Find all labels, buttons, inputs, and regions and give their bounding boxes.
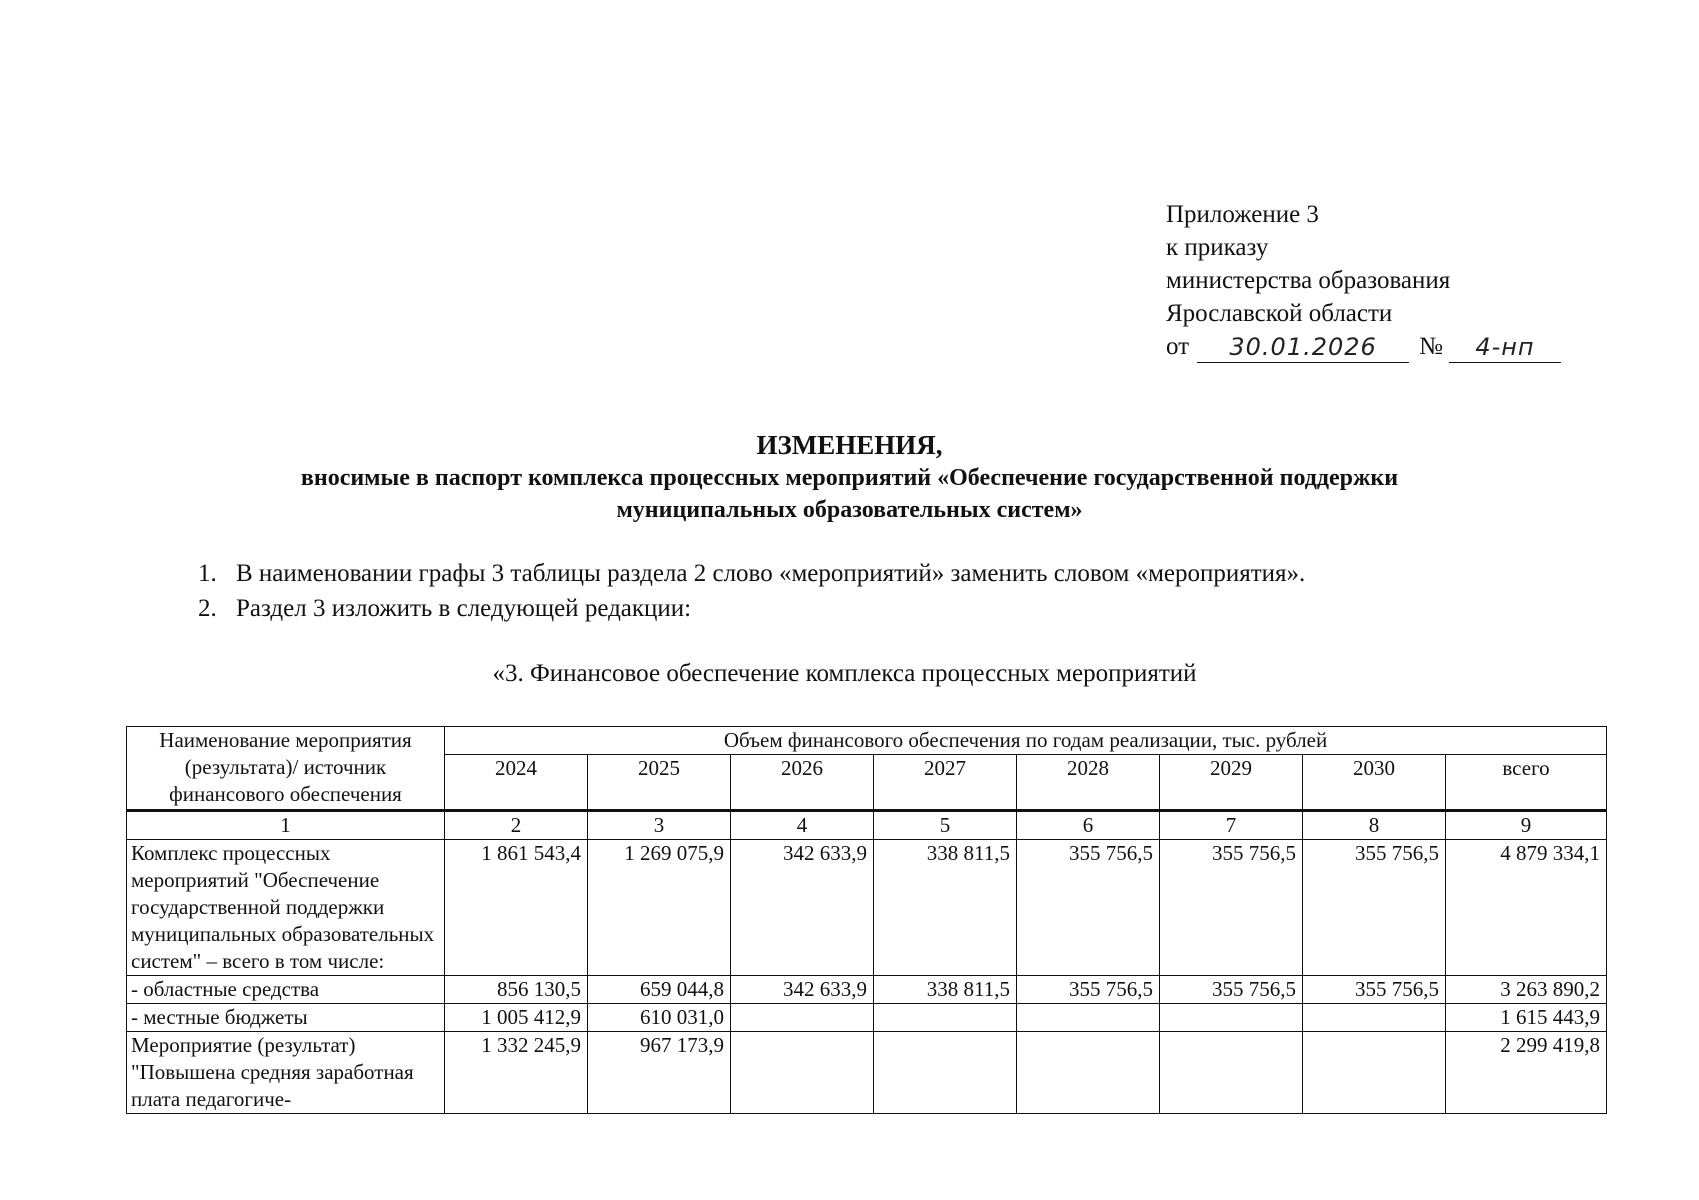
table-cell (1160, 1004, 1303, 1032)
table-cell: 4 (731, 811, 874, 840)
table-cell: 856 130,5 (445, 976, 588, 1004)
order-date-number-line (1166, 330, 1561, 363)
row-name: - местные бюджеты (127, 1004, 445, 1032)
table-cell: 3 263 890,2 (1446, 976, 1607, 1004)
section-title (0, 658, 1699, 690)
row-name: Мероприятие (результат) "Повышена средняя заработная плата педагогиче- (127, 1032, 445, 1114)
table-cell: 355 756,5 (1303, 840, 1446, 976)
table-cell: 1 (127, 811, 445, 840)
table-cell: 342 633,9 (731, 840, 874, 976)
table-cell: 1 005 412,9 (445, 1004, 588, 1032)
table-cell: 1 615 443,9 (1446, 1004, 1607, 1032)
column-header-year: 2024 (445, 755, 588, 811)
column-header-year: 2026 (731, 755, 874, 811)
row-name: Комплекс процессных мероприятий "Обеспечение государственной поддержки муниципальных образовательных систем" – всего в том числе: (127, 840, 445, 976)
table-cell: 338 811,5 (874, 976, 1017, 1004)
heading-title: ИЗМЕНЕНИЯ, (756, 430, 943, 460)
column-header-year: 2027 (874, 755, 1017, 811)
table-cell: 967 173,9 (588, 1032, 731, 1114)
table-cell: 659 044,8 (588, 976, 731, 1004)
column-index-row (127, 811, 1607, 840)
document-heading (0, 428, 1699, 526)
column-header-total: всего (1446, 755, 1607, 811)
handwritten-date: 30.01.2026 (1197, 332, 1409, 363)
item-text: В наименовании графы 3 таблицы раздела 2 слово «мероприятий» заменить словом «мероприятия». (236, 560, 1306, 587)
date-prefix: от (1166, 333, 1190, 360)
financing-table (126, 726, 1607, 1114)
row-name: - областные средства (127, 976, 445, 1004)
table-cell (1303, 1032, 1446, 1114)
item-number: 1. (198, 560, 217, 587)
table-row (127, 1004, 1607, 1032)
list-item (198, 556, 1305, 591)
table-cell: 9 (1446, 811, 1607, 840)
table-cell: 7 (1160, 811, 1303, 840)
item-number: 2. (198, 595, 217, 622)
table-cell (874, 1004, 1017, 1032)
appendix-line: министерства образования (1166, 267, 1451, 294)
table-row (127, 840, 1607, 976)
table-cell: 2 (445, 811, 588, 840)
column-header-year: 2029 (1160, 755, 1303, 811)
appendix-line: Ярославской области (1166, 300, 1393, 327)
table-cell: 610 031,0 (588, 1004, 731, 1032)
column-header-name: Наименование мероприятия (результата)/ источник финансового обеспечения (127, 727, 445, 811)
section-title-text: «3. Финансовое обеспечение комплекса процессных мероприятий (492, 660, 1197, 687)
table-cell: 355 756,5 (1160, 976, 1303, 1004)
table-cell: 5 (874, 811, 1017, 840)
table-cell: 355 756,5 (1017, 840, 1160, 976)
table-cell (731, 1004, 874, 1032)
appendix-block (1166, 198, 1561, 363)
heading-subtitle-line: вносимые в паспорт комплекса процессных мероприятий «Обеспечение государственной поддержки (300, 465, 1399, 491)
table-cell: 3 (588, 811, 731, 840)
table-cell: 1 269 075,9 (588, 840, 731, 976)
table-cell: 2 299 419,8 (1446, 1032, 1607, 1114)
table-cell: 8 (1303, 811, 1446, 840)
appendix-line: Приложение 3 (1166, 201, 1319, 228)
number-prefix: № (1419, 333, 1443, 360)
table-cell (1303, 1004, 1446, 1032)
appendix-line: к приказу (1166, 234, 1269, 261)
table-row (127, 1032, 1607, 1114)
table-cell (1017, 1004, 1160, 1032)
table-cell: 1 861 543,4 (445, 840, 588, 976)
handwritten-order-number: 4-нп (1449, 332, 1561, 363)
numbered-items (198, 556, 1305, 626)
list-item (198, 591, 1305, 626)
column-header-volume: Объем финансового обеспечения по годам реализации, тыс. рублей (445, 727, 1607, 755)
table-cell (1160, 1032, 1303, 1114)
item-text: Раздел 3 изложить в следующей редакции: (236, 595, 692, 622)
table-cell (731, 1032, 874, 1114)
table-cell (874, 1032, 1017, 1114)
column-header-year: 2030 (1303, 755, 1446, 811)
table-cell: 1 332 245,9 (445, 1032, 588, 1114)
table-cell: 342 633,9 (731, 976, 874, 1004)
table-cell: 355 756,5 (1303, 976, 1446, 1004)
table-cell: 355 756,5 (1017, 976, 1160, 1004)
table-cell: 338 811,5 (874, 840, 1017, 976)
table-row (127, 976, 1607, 1004)
table-cell: 4 879 334,1 (1446, 840, 1607, 976)
table-cell (1017, 1032, 1160, 1114)
table-cell: 355 756,5 (1160, 840, 1303, 976)
heading-subtitle-line: муниципальных образовательных систем» (616, 497, 1083, 523)
table-cell: 6 (1017, 811, 1160, 840)
column-header-year: 2028 (1017, 755, 1160, 811)
column-header-year: 2025 (588, 755, 731, 811)
